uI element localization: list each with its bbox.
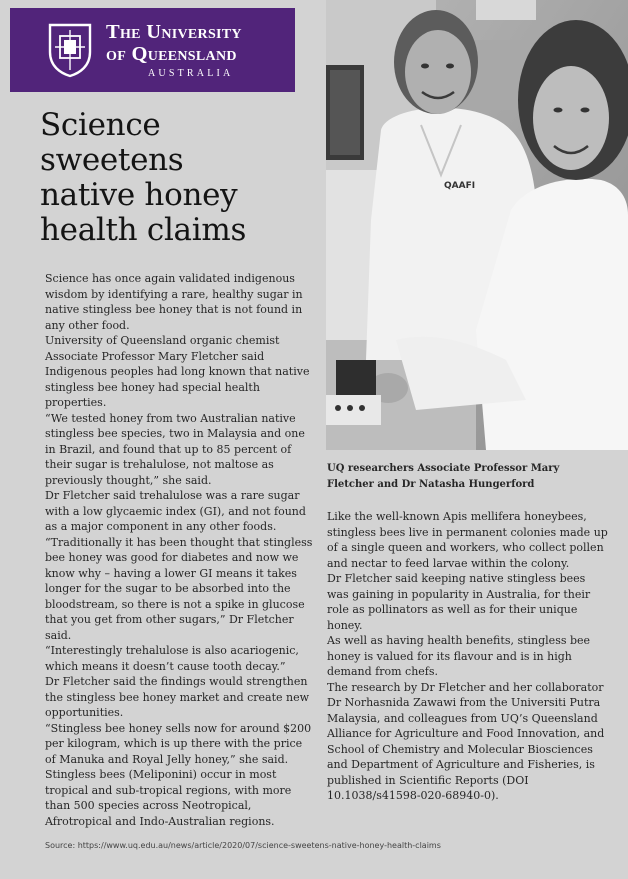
paragraph: Dr Fletcher said trehalulose was a rare sugar with a low glycaemic index (GI), and not found as a major component in any other foods.: [45, 489, 306, 533]
paragraph: As well as having health benefits, stingless bee honey is valued for its flavour and is in high demand from chefs.: [327, 634, 591, 678]
title-line: sweetens: [40, 142, 184, 178]
title-line: Science: [40, 107, 161, 143]
uq-logo: [10, 8, 295, 92]
title-line: health claims: [40, 212, 247, 248]
photo-illustration: [326, 0, 628, 450]
paragraph: Dr Fletcher said keeping native stingless bees was gaining in popularity in Australia, for their role as pollinators as well as for their unique honey.: [327, 572, 591, 632]
paragraph: Science has once again validated indigenous wisdom by identifying a rare, healthy sugar in native stingless bee honey that is not found in any other food.: [45, 272, 303, 332]
source-citation: Source: https://www.uq.edu.au/news/article/2020/07/science-sweetens-native-honey-health-claims: [45, 841, 441, 850]
article-column-left: [45, 271, 315, 829]
article-column-right: [327, 509, 609, 804]
paragraph: Stingless bees (Meliponini) occur in most tropical and sub-tropical regions, with more than 500 species across Neotropical, Afrotropical and Indo-Australian regions.: [45, 768, 292, 828]
page-title: [40, 108, 310, 248]
logo-line-3: AUSTRALIA: [148, 68, 234, 79]
researchers-photo: [326, 0, 628, 450]
logo-line-2: of Queensland: [106, 43, 237, 65]
coat-logo-text: QAAFI: [444, 181, 476, 191]
paragraph: Dr Fletcher said the findings would strengthen the stingless bee honey market and create new opportunities.: [45, 675, 310, 719]
paragraph: “We tested honey from two Australian native stingless bee species, two in Malaysia and one in Brazil, and found that up to 85 percent of their sugar is trehalulose, not maltose as previously thought,” she said.: [45, 411, 305, 487]
paragraph: Like the well-known Apis mellifera honeybees, stingless bees live in permanent colonies made up of a single queen and workers, who collect pollen and nectar to feed larvae within the colony.: [327, 510, 608, 570]
paragraph: “Traditionally it has been thought that stingless bee honey was good for diabetes and now we know why – having a lower GI means it takes longer for the sugar to be absorbed into the bloodstream, so there is not a spike in glucose that you get from other sugars,” Dr Fletcher said.: [45, 535, 313, 642]
paragraph: University of Queensland organic chemist Associate Professor Mary Fletcher said Indigenous peoples had long known that native stingless bee honey had special health properties.: [45, 334, 310, 409]
title-line: native honey: [40, 177, 238, 213]
uq-crest-icon: [46, 22, 94, 78]
logo-line-1: The University: [106, 21, 242, 43]
paragraph: The research by Dr Fletcher and her collaborator Dr Norhasnida Zawawi from the Universiti Putra Malaysia, and colleagues from UQ’s Queensland Alliance for Agriculture and Food Innovation, and School of Chemistry and Molecular Biosciences and Department of Agriculture and Fisheries, is published in Scientific Reports (DOI 10.1038/s41598-020-68940-0).: [327, 680, 605, 802]
paragraph: “Stingless bee honey sells now for around $200 per kilogram, which is up there with the price of Manuka and Royal Jelly honey,” she said.: [45, 721, 312, 766]
paragraph: “Interestingly trehalulose is also acariogenic, which means it doesn’t cause tooth decay.”: [45, 644, 299, 673]
photo-caption: UQ researchers Associate Professor Mary Fletcher and Dr Natasha Hungerford: [327, 463, 560, 490]
